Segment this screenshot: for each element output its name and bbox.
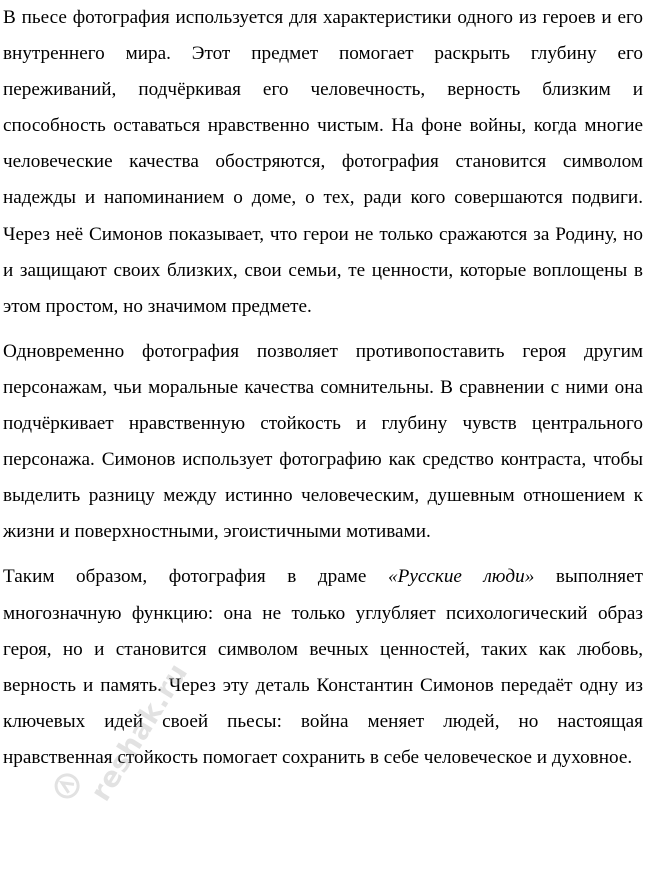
paragraph-3-end: выполняет многозначную функцию: она не только углубляет психологический образ героя, но и становится символом вечных ценностей, таких как любовь, верность и память. Через эту деталь Константин Симонов передаёт одну из ключевых идей своей пьесы: война меняет людей, но настоящая нравственная стойкость помогает сохранить в себе человеческое и духовное. bbox=[3, 566, 644, 768]
paragraph-2: Одновременно фотография позволяет противопоставить героя другим персонажам, чьи моральные качества сомнительны. В сравнении с ними она подчёркивает нравственную стойкость и глубину чувств центрального персонажа. Симонов использует фотографию как средство контраста, чтобы выделить разницу между истинно человеческим, душевным отношением к жизни и поверхностными, эгоистичными мотивами. bbox=[3, 340, 643, 543]
document-body bbox=[3, 0, 643, 776]
play-title: «Русские люди» bbox=[388, 566, 535, 588]
paragraph-3-start: Таким образом, фотография в драме bbox=[3, 566, 388, 588]
paragraph-1: В пьесе фотография используется для характеристики одного из героев и его внутреннего мира. Этот предмет помогает раскрыть глубину его переживаний, подчёркивая его человечность, верность близким и способность оставаться нравственно чистым. На фоне войны, когда многие человеческие качества обостряются, фотография становится символом надежды и напоминанием о доме, о тех, ради кого совершаются подвиги. Через неё Симонов показывает, что герои не только сражаются за Родину, но и защищают своих близких, свои семьи, те ценности, которые воплощены в этом простом, но значимом предмете. bbox=[3, 7, 643, 317]
paragraph-3 bbox=[3, 559, 643, 776]
watermark-text: reshak.ru bbox=[83, 657, 195, 807]
